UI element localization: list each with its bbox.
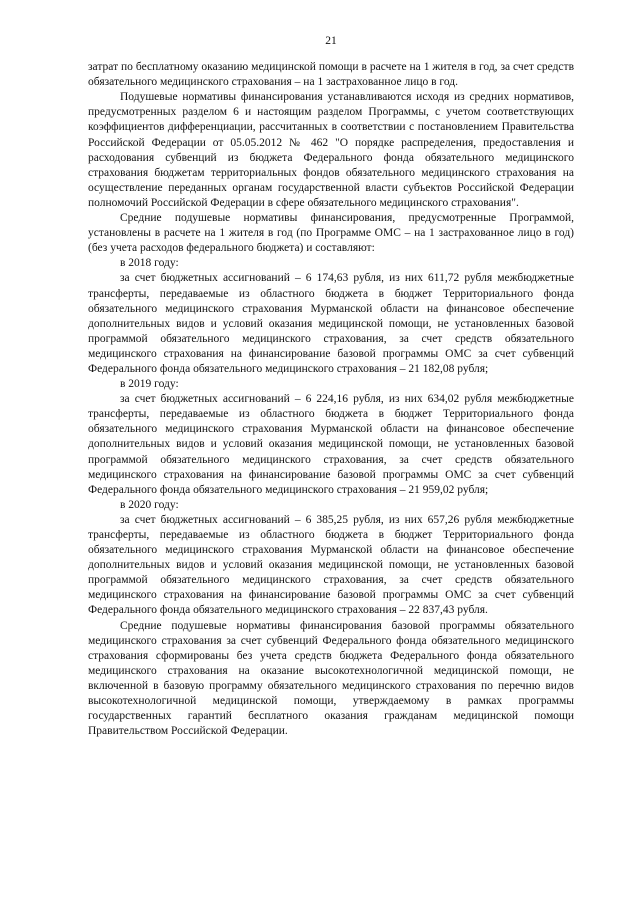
- document-body: [88, 60, 574, 739]
- paragraph: Средние подушевые нормативы финансирования базовой программы обязательного медицинского страхования за счет субвенций Федерального фонда обязательного медицинского страхования сформированы без учета средств бюджета Федерального фонда обязательного медицинского страхования на оказание высокотехнологичной медицинской помощи, не включенной в базовую программу обязательного медицинского страхования по перечню видов высокотехнологичной медицинской помощи, утверждаемому в рамках программы государственных гарантий бесплатного оказания гражданам медицинской помощи Правительством Российской Федерации.: [88, 619, 574, 738]
- paragraph: за счет бюджетных ассигнований – 6 385,25 рубля, из них 657,26 рубля межбюджетные трансферты, передаваемые из областного бюджета в бюджет Территориального фонда обязательного медицинского страхования Мурманской области на финансовое обеспечение дополнительных видов и условий оказания медицинской помощи, не установленных базовой программой обязательного медицинского страхования, за счет средств обязательного медицинского страхования на финансирование базовой программы ОМС за счет субвенций Федерального фонда обязательного медицинского страхования – 22 837,43 рубля.: [88, 513, 574, 617]
- paragraph: Подушевые нормативы финансирования устанавливаются исходя из средних нормативов, предусмотренных разделом 6 и настоящим разделом Программы, с учетом соответствующих коэффициентов дифференциации, рассчитанных в соответствии с постановлением Правительства Российской Федерации от 05.05.2012 № 462 "О порядке распределения, предоставления и расходования субвенций из бюджета Федерального фонда обязательного медицинского страхования бюджетам территориальных фондов обязательного медицинского страхования на осуществление переданных органам государственной власти субъектов Российской Федерации полномочий Российской Федерации в сфере обязательного медицинского страхования".: [88, 91, 574, 209]
- paragraph: в 2018 году:: [120, 257, 179, 270]
- paragraph: в 2019 году:: [120, 378, 179, 391]
- paragraph: затрат по бесплатному оказанию медицинской помощи в расчете на 1 жителя в год, за счет средств обязательного медицинского страхования – на 1 застрахованное лицо в год.: [88, 61, 574, 89]
- paragraph: за счет бюджетных ассигнований – 6 174,63 рубля, из них 611,72 рубля межбюджетные трансферты, передаваемые из областного бюджета в бюджет Территориального фонда обязательного медицинского страхования Мурманской области на финансовое обеспечение дополнительных видов и условий оказания медицинской помощи, не установленных базовой программой обязательного медицинского страхования, за счет средств обязательного медицинского страхования на финансирование базовой программы ОМС за счет субвенций Федерального фонда обязательного медицинского страхования – 21 182,08 рубля;: [88, 272, 574, 375]
- paragraph: в 2020 году:: [120, 498, 179, 511]
- paragraph: Средние подушевые нормативы финансирования, предусмотренные Программой, установлены в расчете на 1 жителя в год (по Программе ОМС – на 1 застрахованное лицо в год) (без учета расходов федерального бюджета) и составляют:: [88, 212, 574, 255]
- paragraph: за счет бюджетных ассигнований – 6 224,16 рубля, из них 634,02 рубля межбюджетные трансферты, передаваемые из областного бюджета в бюджет Территориального фонда обязательного медицинского страхования Мурманской области на финансовое обеспечение дополнительных видов и условий оказания медицинской помощи, не установленных базовой программой обязательного медицинского страхования, за счет средств обязательного медицинского страхования на финансирование базовой программы ОМС за счет субвенций Федерального фонда обязательного медицинского страхования – 21 959,02 рубля;: [88, 393, 574, 496]
- page-number: 21: [325, 35, 337, 47]
